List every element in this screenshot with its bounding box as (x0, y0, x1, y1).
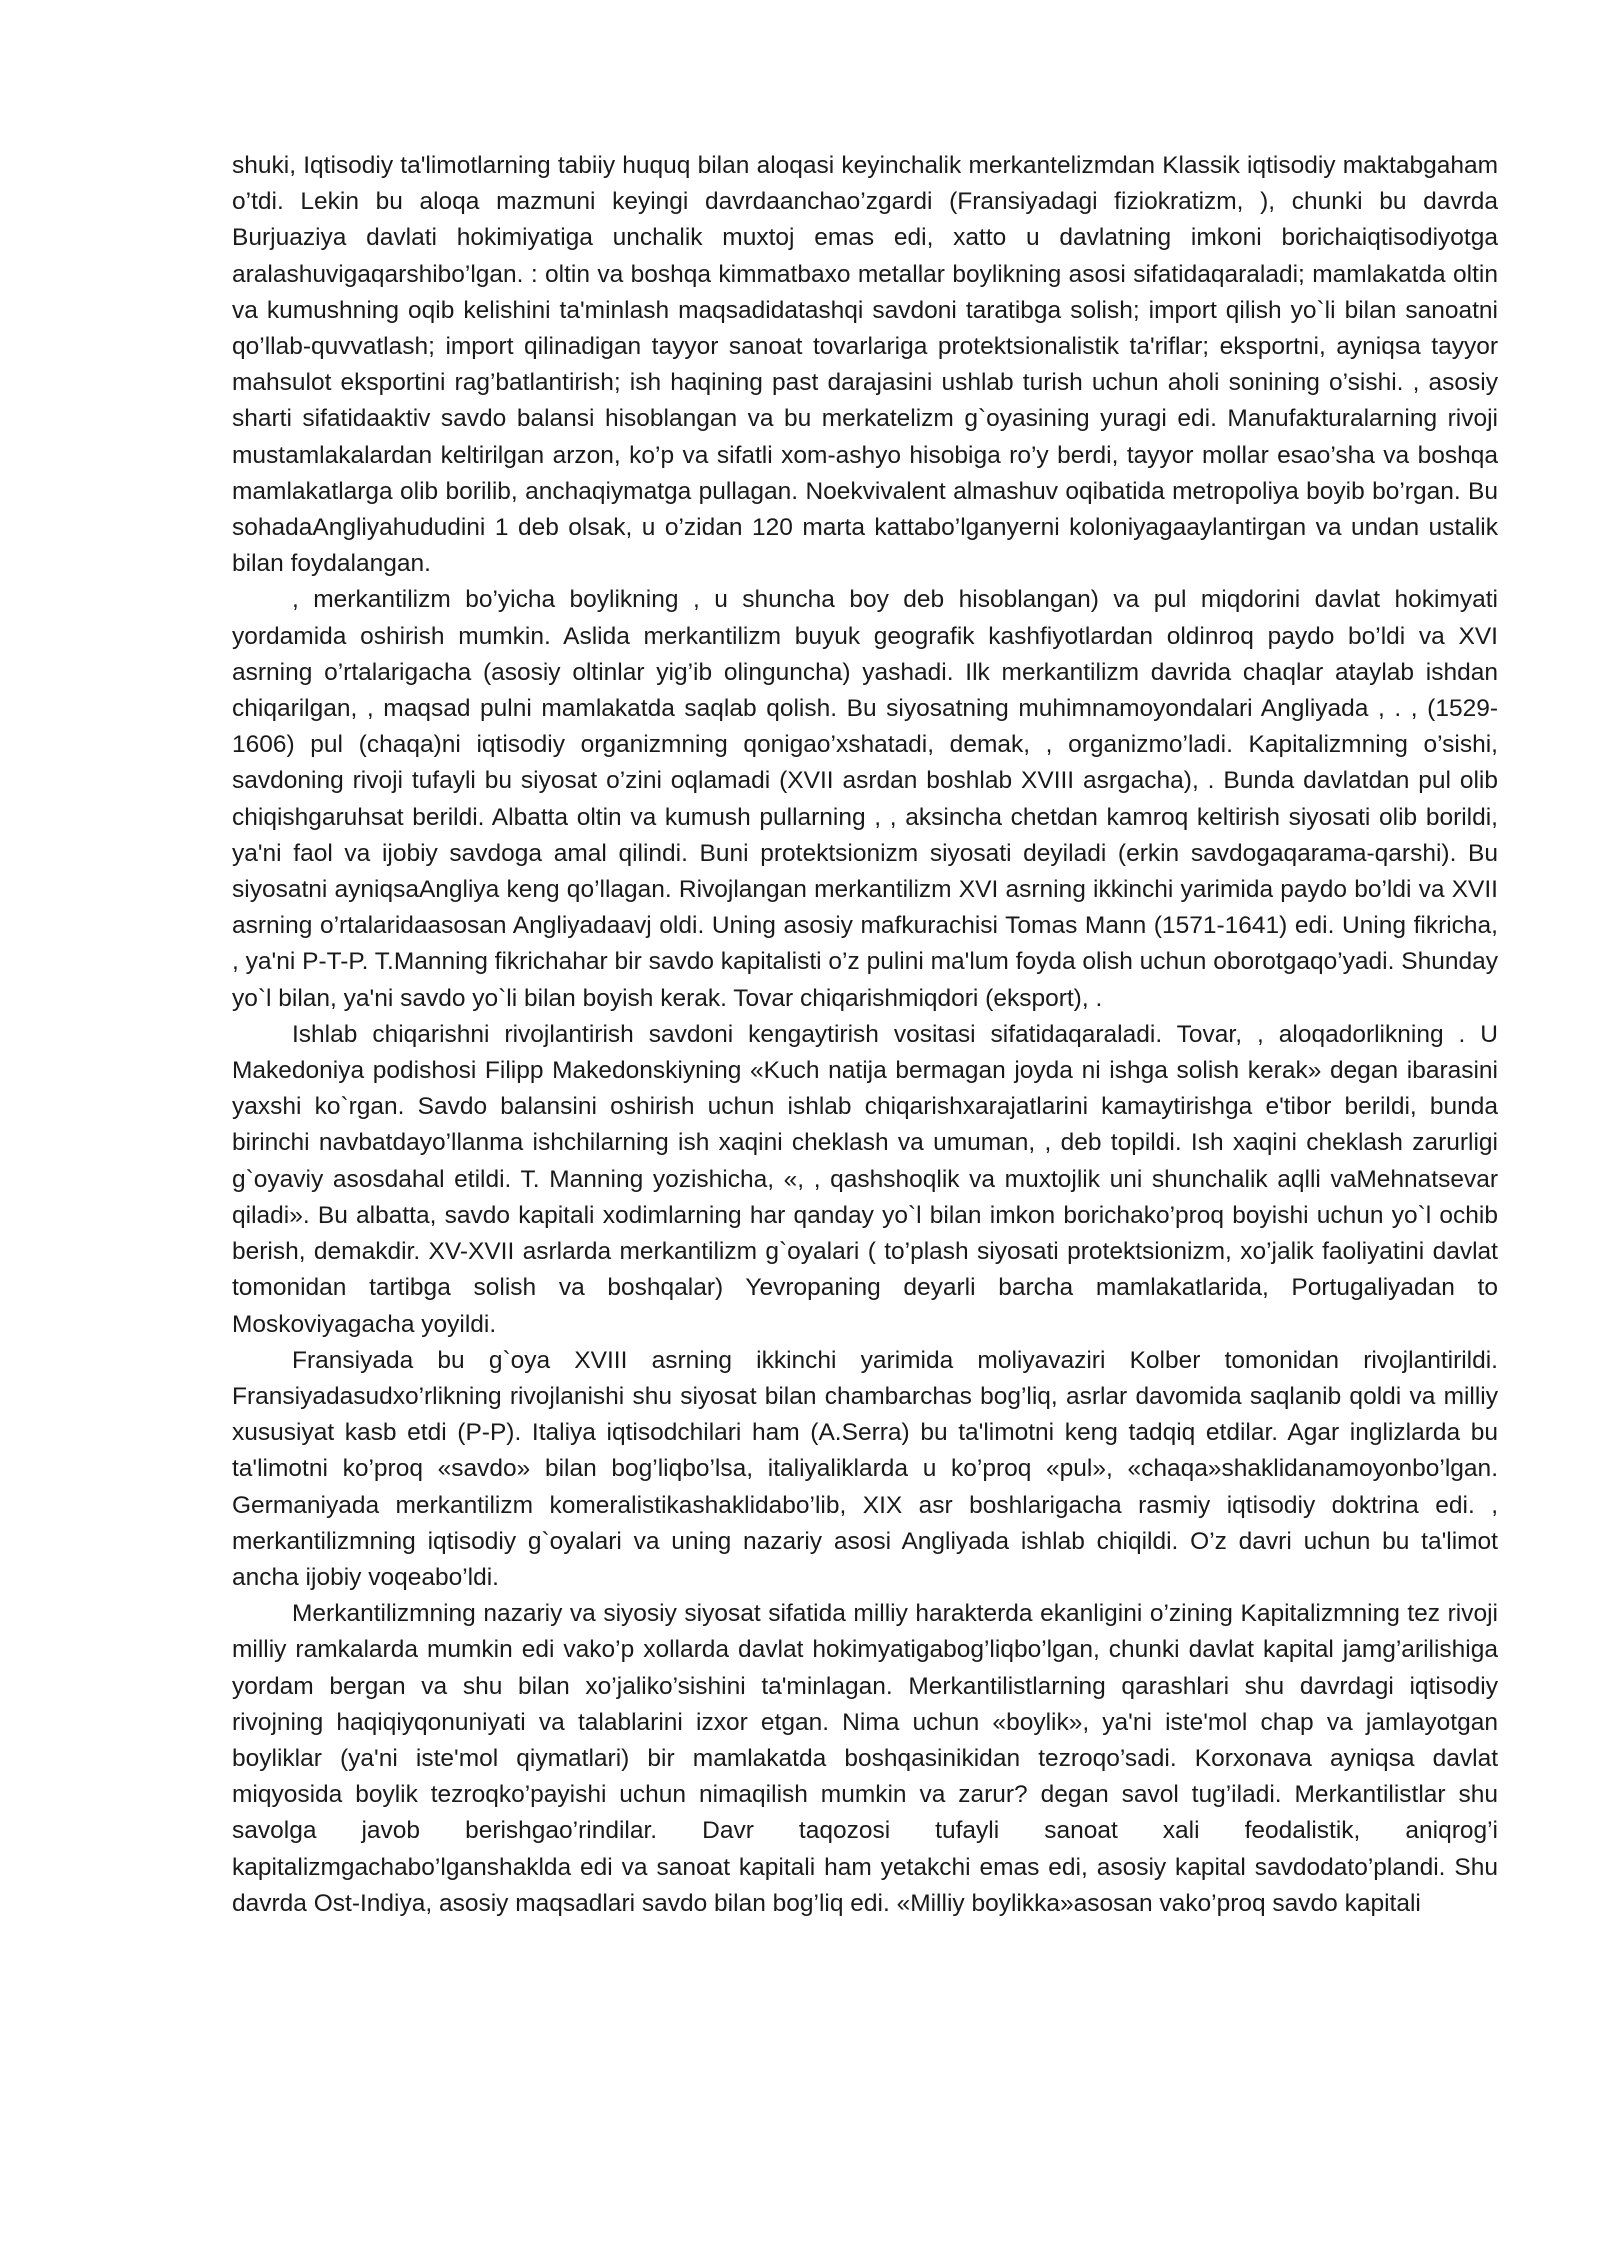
paragraph-3: Ishlab chiqarishni rivojlantirish savdoni kengaytirish vositasi sifatidaqaraladi. Tovar, , aloqadorlikning . U Makedoniya podishosi Filipp Makedonskiyning «Kuch natija bermagan joyda ni ishga solish kerak» degan ibarasini yaxshi ko`rgan. Savdo balansini oshirish uchun ishlab chiqarishxarajatlarini kamaytirishga e'tibor berildi, bunda birinchi navbatdayo’llanma ishchilarning ish xaqini cheklash va umuman, , deb topildi. Ish xaqini cheklash zarurligi g`oyaviy asosdahal etildi. T. Manning yozishicha, «, , qashshoqlik va muxtojlik uni shunchalik aqlli vaMehnatsevar qiladi». Bu albatta, savdo kapitali xodimlarning har qanday yo`l bilan imkon borichako’proq boyishi uchun yo`l ochib berish, demakdir. XV-XVII asrlarda merkantilizm g`oyalari ( to’plash siyosati protektsionizm, xo’jalik faoliyatini davlat tomonidan tartibga solish va boshqalar) Yevropaning deyarli barcha mamlakatlarida, Portugaliyadan to Moskoviyagacha yoyildi. (232, 1020, 1498, 1338)
paragraph-2: , merkantilizm bo’yicha boylikning , u shuncha boy deb hisoblangan) va pul miqdorini davlat hokimyati yordamida oshirish mumkin. Aslida merkantilizm buyuk geografik kashfiyotlardan oldinroq paydo bo’ldi va XVI asrning o’rtalarigacha (asosiy oltinlar yig’ib olinguncha) yashadi. Ilk merkantilizm davrida chaqlar ataylab ishdan chiqarilgan, , maqsad pulni mamlakatda saqlab qolish. Bu siyosatning muhimnamoyondalari Angliyada , . , (1529-1606) pul (chaqa)ni iqtisodiy organizmning qonigao’xshatadi, demak, , organizmo’ladi. Kapitalizmning o’sishi, savdoning rivoji tufayli bu siyosat o’zini oqlamadi (XVII asrdan boshlab XVIII asrgacha), . Bunda davlatdan pul olib chiqishgaruhsat berildi. Albatta oltin va kumush pullarning , , aksincha chetdan kamroq keltirish siyosati olib borildi, ya'ni faol va ijobiy savdoga amal qilindi. Buni protektsionizm siyosati deyiladi (erkin savdogaqarama-qarshi). Bu siyosatni ayniqsaAngliya keng qo’llagan. Rivojlangan merkantilizm XVI asrning ikkinchi yarimida paydo bo’ldi va XVII asrning o’rtalaridaasosan Angliyadaavj oldi. Uning asosiy mafkurachisi Tomas Mann (1571-1641) edi. Uning fikricha, , ya'ni P-T-P. T.Manning fikrichahar bir savdo kapitalisti o’z pulini ma'lum foyda olish uchun oborotgaqo’yadi. Shunday yo`l bilan, ya'ni savdo yo`li bilan boyish kerak. Tovar chiqarishmiqdori (eksport), . (232, 586, 1498, 1012)
document-body (232, 148, 1498, 1922)
paragraph-5: Merkantilizmning nazariy va siyosiy siyosat sifatida milliy harakterda ekanligini o’zining Kapitalizmning tez rivoji milliy ramkalarda mumkin edi vako’p xollarda davlat hokimyatigabog’liqbo’lgan, chunki davlat kapital jamg’arilishiga yordam bergan va shu bilan xo’jaliko’sishini ta'minlagan. Merkantilistlarning qarashlari shu davrdagi iqtisodiy rivojning haqiqiyqonuniyati va talablarini izxor etgan. Nima uchun «boylik», ya'ni iste'mol chap va jamlayotgan boyliklar (ya'ni iste'mol qiymatlari) bir mamlakatda boshqasinikidan tezroqo’sadi. Korxonava ayniqsa davlat miqyosida boylik tezroqko’payishi uchun nimaqilish mumkin va zarur? degan savol tug’iladi. Merkantilistlar shu savolga javob berishgao’rindilar. Davr taqozosi tufayli sanoat xali feodalistik, aniqrog’i kapitalizmgachabo’lganshaklda edi va sanoat kapitali ham yetakchi emas edi, asosiy kapital savdodato’plandi. Shu davrda Ost-Indiya, asosiy maqsadlari savdo bilan bog’liq edi. «Milliy boylikka»asosan vako’proq savdo kapitali (232, 1600, 1498, 1917)
paragraph-4: Fransiyada bu g`oya XVIII asrning ikkinchi yarimida moliyavaziri Kolber tomonidan rivojlantirildi. Fransiyadasudxo’rlikning rivojlanishi shu siyosat bilan chambarchas bog’liq, asrlar davomida saqlanib qoldi va milliy xususiyat kasb etdi (P-P). Italiya iqtisodchilari ham (A.Serra) bu ta'limotni keng tadqiq etdilar. Agar inglizlarda bu ta'limotni ko’proq «savdo» bilan bog’liqbo’lsa, italiyaliklarda u ko’proq «pul», «chaqa»shaklidanamoyonbo’lgan. Germaniyada merkantilizm komeralistikashaklidabo’lib, XIX asr boshlarigacha rasmiy iqtisodiy doktrina edi. , merkantilizmning iqtisodiy g`oyalari va uning nazariy asosi Angliyada ishlab chiqildi. O’z davri uchun bu ta'limot ancha ijobiy voqeabo’ldi. (232, 1346, 1498, 1591)
paragraph-1: shuki, Iqtisodiy ta'limotlarning tabiiy huquq bilan aloqasi keyinchalik merkantelizmdan Klassik iqtisodiy maktabgaham o’tdi. Lekin bu aloqa mazmuni keyingi davrdaanchao’zgardi (Fransiyadagi fiziokratizm, ), chunki bu davrda Burjuaziya davlati hokimiyatiga unchalik muxtoj emas edi, xatto u davlatning imkoni borichaiqtisodiyotga aralashuvigaqarshibo’lgan. : oltin va boshqa kimmatbaxo metallar boylikning asosi sifatidaqaraladi; mamlakatda oltin va kumushning oqib kelishini ta'minlash maqsadidatashqi savdoni taratibga solish; import qilish yo`li bilan sanoatni qo’llab-quvvatlash; import qilinadigan tayyor sanoat tovarlariga protektsionalistik ta'riflar; eksportni, ayniqsa tayyor mahsulot eksportini rag’batlantirish; ish haqining past darajasini ushlab turish uchun aholi sonining o’sishi. , asosiy sharti sifatidaaktiv savdo balansi hisoblangan va bu merkatelizm g`oyasining yuragi edi. Manufakturalarning rivoji mustamlakalardan keltirilgan arzon, ko’p va sifatli xom-ashyo hisobiga ro’y berdi, tayyor mollar esao’sha va boshqa mamlakatlarga olib borilib, anchaqiymatga pullagan. Noekvivalent almashuv oqibatida metropoliya boyib bo’rgan. Bu sohadaAngliyahududini 1 deb olsak, u o’zidan 120 marta kattabo’lganyerni koloniyagaaylantirgan va undan ustalik bilan foydalangan. (232, 152, 1498, 578)
